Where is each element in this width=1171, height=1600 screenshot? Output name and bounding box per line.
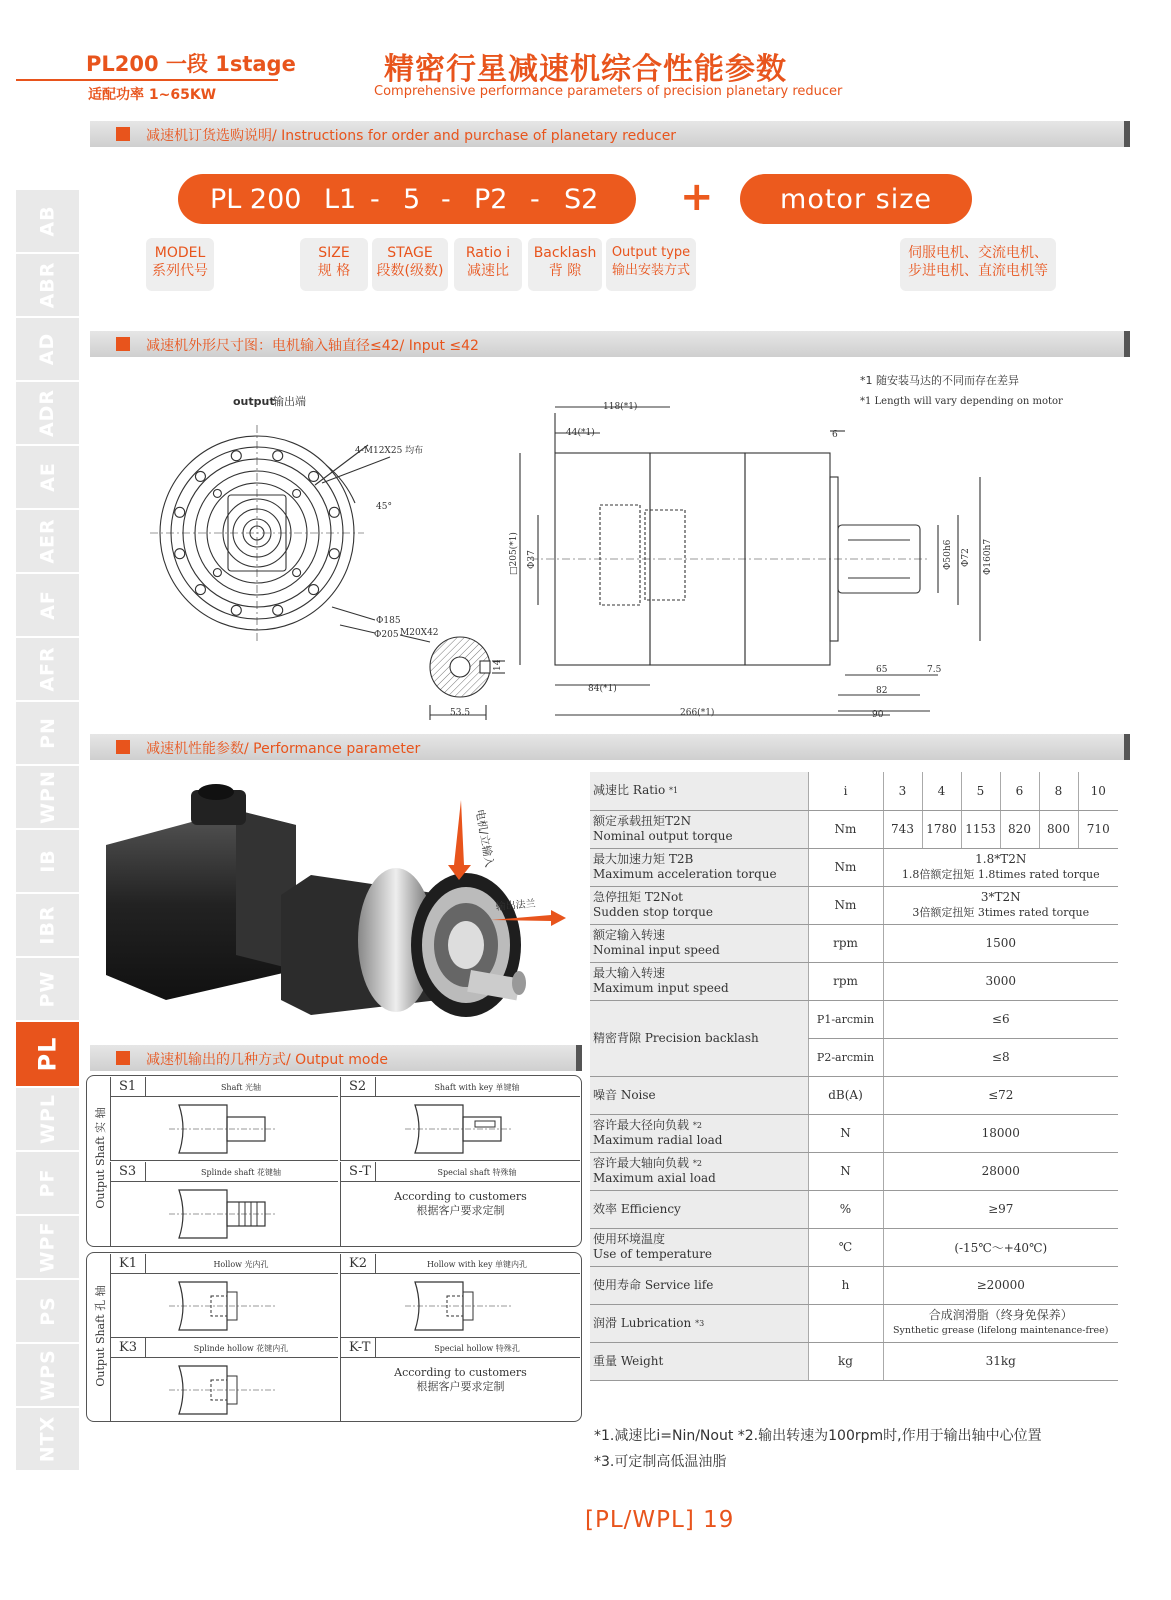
table-row [590,810,1118,848]
sidebar-tab-label: AE [36,462,59,492]
dim-90: 90 [872,710,884,720]
param-name: 最大加速力矩 T2B Maximum acceleration torque [590,848,808,886]
output-mode-code: S1 [119,1079,137,1094]
output-mode-name: Special shaft 特殊轴 [437,1168,517,1177]
solid-shaft-icon [165,1186,285,1242]
sidebar-tab-label: WPS [36,1349,59,1401]
label-backlash: Backlash 背 隙 [528,238,602,291]
output-mode-name: Shaft with key 单键轴 [434,1083,520,1092]
photo-label-input: 电机/立输入 [473,808,497,869]
output-mode-k3 [110,1338,338,1422]
sidebar-tab-ntx[interactable] [16,1408,79,1472]
footnote-1: *1.减速比i=Nin/Nout *2.输出转速为100rpm时,作用于输出轴中心位置 [594,1428,1042,1444]
label-output-type: Output type 输出安装方式 [606,238,696,291]
param-name: 效率 Efficiency [590,1190,808,1228]
section-title: 减速机外形尺寸图：电机输入轴直径≤42/ Input ≤42 [146,338,479,354]
param-unit: rpm [808,924,883,962]
sidebar-tab-label: IB [36,849,59,873]
motor-icon [106,784,296,1000]
param-name: 最大输入转速 Maximum input speed [590,962,808,1000]
table-row [590,1266,1118,1304]
code-model: PL 200 [210,183,302,215]
dim-535: 53.5 [450,708,471,718]
dim-d50: Φ50h6 [943,539,953,570]
bolt-hole [273,451,283,461]
torque-value: 1153 [961,810,1000,848]
sidebar-tab-ad[interactable] [16,318,79,382]
bolt-hole [195,471,205,481]
dim-118: 118(*1) [603,402,638,412]
table-row [590,1190,1118,1228]
bolt-hole [309,585,319,595]
sidebar [16,190,79,1470]
sidebar-tab-label: ABR [36,261,59,309]
code-size: L1 [324,183,357,215]
dimension-drawing [100,365,1130,725]
sidebar-tab-label: PW [36,970,59,1008]
output-mode-k-t [340,1338,580,1422]
table-row [590,1228,1118,1266]
output-mode-s-t [340,1162,580,1246]
power-range: 适配功率 1~65KW [88,87,217,103]
bolt-hole [329,507,339,517]
sidebar-tab-pn[interactable] [16,702,79,766]
output-mode-code: K-T [349,1340,371,1355]
dim-d37: Φ37 [527,550,537,569]
table-row [590,1342,1118,1380]
output-mode-name: Hollow with key 单键内孔 [426,1260,528,1269]
solid-shaft-icon [165,1101,285,1157]
param-value: ≥97 [883,1190,1118,1228]
section-title: 减速机订货选购说明/ Instructions for order and purchase of planetary reducer [146,128,677,144]
param-name: 噪音 Noise [590,1076,808,1114]
dim-d72: Φ72 [961,548,971,567]
table-row [590,1114,1118,1152]
sidebar-tab-ib[interactable] [16,830,79,894]
sidebar-tab-wpf[interactable] [16,1216,79,1280]
bolt-hole [195,585,205,595]
section-title: 减速机性能参数/ Performance parameter [146,741,421,757]
param-unit: rpm [808,962,883,1000]
page-number: [PL/WPL] 19 [585,1507,735,1533]
product-image [96,770,566,1040]
sidebar-tab-label: WPN [36,770,59,824]
sidebar-tab-label: IBR [36,905,59,945]
sidebar-tab-wpl[interactable] [16,1088,79,1152]
param-unit [808,1304,883,1342]
ratio-value: 10 [1078,772,1118,810]
dim-d205: Φ205 [374,630,399,640]
dim-holes: 4-M12X25 均布 [355,446,424,456]
output-mode-code: K2 [349,1256,367,1271]
param-name: 润滑 Lubrication $^{*3}$ [590,1304,808,1342]
table-row [590,1000,1118,1038]
sidebar-tab-adr[interactable] [16,382,79,446]
output-label: output [233,395,275,408]
label-stage: STAGE 段数(级数) [372,238,448,291]
param-unit: Nm [808,810,883,848]
sidebar-tab-label: PS [36,1296,59,1326]
output-mode-s2 [340,1077,580,1161]
series-title: PL200 一段 1stage [86,52,296,76]
torque-value: 710 [1078,810,1118,848]
solid-shaft-icon [401,1101,521,1157]
footnote-2: *3.可定制高低温油脂 [594,1454,727,1470]
sidebar-tab-ps[interactable] [16,1280,79,1344]
sidebar-tab-label: WPL [36,1094,59,1144]
param-name: 重量 Weight [590,1342,808,1380]
param-name: 使用环境温度 Use of temperature [590,1228,808,1266]
sidebar-tab-label: ADR [36,388,59,438]
reducer-icon [281,868,526,1017]
param-unit: P1-arcmin [808,1000,883,1038]
output-mode-s1 [110,1077,338,1161]
page-title: 精密行星减速机综合性能参数 [384,52,787,87]
dim-6: 6 [832,430,838,440]
custom-note: According to customers 根据客户要求定制 [394,1190,527,1217]
bolt-hole [231,451,241,461]
param-unit: N [808,1114,883,1152]
code-dash: - [530,183,540,215]
output-mode-name: Splinde hollow 花键内孔 [193,1344,289,1353]
ratio-value: 6 [1000,772,1039,810]
hollow-shaft-icon [165,1278,285,1334]
param-name: 使用寿命 Service life [590,1266,808,1304]
motor-size-pill: motor size [740,174,972,224]
dim-75: 7.5 [927,665,942,675]
dim-angle: 45° [376,502,392,512]
param-value: ≤8 [883,1038,1118,1076]
table-row [590,962,1118,1000]
param-unit: ℃ [808,1228,883,1266]
param-name: 容许最大径向负载 $^{*2}$ Maximum radial load [590,1114,808,1152]
sidebar-tab-pw[interactable] [16,958,79,1022]
photo-label-output: 输出法兰 [495,898,537,913]
sidebar-tab-ae[interactable] [16,446,79,510]
param-unit: % [808,1190,883,1228]
code-dash: - [441,183,451,215]
section-marker [116,337,130,351]
sidebar-tab-label: AF [36,590,59,620]
param-value: 31kg [883,1342,1118,1380]
bolt-hole [175,507,185,517]
label-motor: 伺服电机、交流电机、 步进电机、直流电机等 [900,238,1056,291]
output-mode-name: Splinde shaft 花键轴 [200,1168,281,1177]
mount-hole [213,569,221,577]
sidebar-tab-wpn[interactable] [16,766,79,830]
custom-note: According to customers 根据客户要求定制 [394,1366,527,1393]
dim-m20: M20X42 [400,628,439,638]
torque-value: 820 [1000,810,1039,848]
sidebar-tab-afr[interactable] [16,638,79,702]
ratio-value: 3 [883,772,922,810]
side-view [520,407,980,715]
section-marker [116,1051,130,1065]
param-name: 额定输入转速 Nominal input speed [590,924,808,962]
dim-82: 82 [876,686,888,696]
torque-value: 1780 [922,810,961,848]
mount-hole [213,489,221,497]
output-mode-code: S3 [119,1164,137,1179]
sidebar-tab-label: AB [36,205,59,237]
sidebar-tab-aer[interactable] [16,510,79,574]
sidebar-tab-abr[interactable] [16,254,79,318]
label-ratio: Ratio i 减速比 [454,238,522,291]
output-mode-k2 [340,1254,580,1338]
ratio-value: 8 [1039,772,1078,810]
output-mode-code: K1 [119,1256,137,1271]
table-row [590,1152,1118,1190]
param-unit: kg [808,1342,883,1380]
dim-14: 14 [493,659,503,671]
output-mode-code: S-T [349,1164,371,1179]
code-dash: - [370,183,380,215]
table-row [590,772,1118,810]
bolt-hole [273,605,283,615]
hollow-shaft-label: Output Shaft 孔 轴 [94,1285,107,1387]
output-mode-k1 [110,1254,338,1338]
param-value: 合成润滑脂（终身免保养） Synthetic grease (lifelong maintenance-free) [883,1304,1118,1342]
table-row [590,924,1118,962]
note-en: *1 Length will vary depending on motor [860,396,1063,407]
sidebar-tab-pl[interactable] [16,1022,79,1088]
param-value: 28000 [883,1152,1118,1190]
sidebar-tab-ibr[interactable] [16,894,79,958]
param-unit: P2-arcmin [808,1038,883,1076]
table-row [590,848,1118,886]
dim-65: 65 [876,665,888,675]
output-mode-code: K3 [119,1340,137,1355]
section-output [90,1045,582,1071]
bolt-hole [175,549,185,559]
output-mode-name: Hollow 光内孔 [213,1260,269,1269]
section-performance [90,734,1130,760]
sidebar-tab-label: PF [36,1168,59,1198]
bolt-hole [329,549,339,559]
input-arrow-icon [448,800,471,880]
param-unit: Nm [808,848,883,886]
section-order [90,121,1130,147]
hollow-shaft-icon [165,1362,285,1418]
output-mode-name: Special hollow 特殊孔 [434,1344,520,1353]
dim-84: 84(*1) [588,684,617,694]
section-dimension [90,331,1130,357]
output-mode-name: Shaft 光轴 [220,1083,262,1092]
param-name: 容许最大轴向负载 $^{*2}$ Maximum axial load [590,1152,808,1190]
sidebar-tab-label: PL [33,1036,62,1072]
label-model: MODEL 系列代号 [146,238,214,291]
ratio-value: 5 [961,772,1000,810]
bolt-hole [309,471,319,481]
param-name: 急停扭矩 T2Not Sudden stop torque [590,886,808,924]
sidebar-tab-label: WPF [36,1221,59,1273]
param-value: 3*T2N 3倍额定扭矩 3times rated torque [883,886,1118,924]
sidebar-tab-wps[interactable] [16,1344,79,1408]
output-mode-code: S2 [349,1079,367,1094]
sidebar-tab-pf[interactable] [16,1152,79,1216]
table-row [590,886,1118,924]
param-unit: i [808,772,883,810]
label-size: SIZE 规 格 [300,238,368,291]
param-value: 1500 [883,924,1118,962]
header-underline [16,79,278,81]
param-name: 额定承载扭矩T2N Nominal output torque [590,810,808,848]
code-output: S2 [564,183,599,215]
param-value: 1.8*T2N 1.8倍额定扭矩 1.8times rated torque [883,848,1118,886]
output-mode-s3 [110,1162,338,1246]
param-name: 精密背隙 Precision backlash [590,1000,808,1076]
sidebar-tab-af[interactable] [16,574,79,638]
hollow-shaft-icon [401,1278,521,1334]
param-value: ≤6 [883,1000,1118,1038]
param-value: ≤72 [883,1076,1118,1114]
mount-hole [293,569,301,577]
dim-266: 266(*1) [680,708,715,718]
torque-value: 800 [1039,810,1078,848]
sidebar-tab-label: NTX [36,1415,59,1463]
section-title: 减速机输出的几种方式/ Output mode [146,1052,388,1068]
dim-d160: Φ160h7 [983,538,993,575]
param-value: (-15℃～+40℃) [883,1228,1118,1266]
param-value: ≥20000 [883,1266,1118,1304]
code-ratio: P2 [474,183,508,215]
mount-hole [293,489,301,497]
param-unit: h [808,1266,883,1304]
performance-table [590,772,1118,1381]
front-view [150,425,390,641]
sidebar-tab-ab[interactable] [16,190,79,254]
bolt-hole [231,605,241,615]
output-label-cn: 输出端 [273,395,306,408]
note-cn: *1 随安装马达的不同而存在差异 [860,374,1019,387]
ratio-value: 4 [922,772,961,810]
sidebar-tab-label: AD [36,332,59,366]
plus-icon: + [680,174,714,220]
dim-d185: Φ185 [376,616,401,626]
table-row [590,1076,1118,1114]
param-unit: Nm [808,886,883,924]
param-value: 18000 [883,1114,1118,1152]
sidebar-tab-label: AFR [36,646,59,692]
dim-205v: □205(*1) [509,532,519,575]
page-subtitle: Comprehensive performance parameters of precision planetary reducer [374,84,843,99]
torque-value: 743 [883,810,922,848]
param-unit: N [808,1152,883,1190]
solid-shaft-label: Output Shaft 实 轴 [94,1107,107,1209]
param-value: 3000 [883,962,1118,1000]
code-stage: 5 [403,183,421,215]
dim-44: 44(*1) [566,428,595,438]
order-code-pill [178,174,636,224]
param-name: 减速比 Ratio $^{*1}$ [590,772,808,810]
table-row [590,1304,1118,1342]
section-marker [116,740,130,754]
param-unit: dB(A) [808,1076,883,1114]
sidebar-tab-label: PN [36,717,59,749]
section-marker [116,127,130,141]
sidebar-tab-label: AER [36,518,59,564]
